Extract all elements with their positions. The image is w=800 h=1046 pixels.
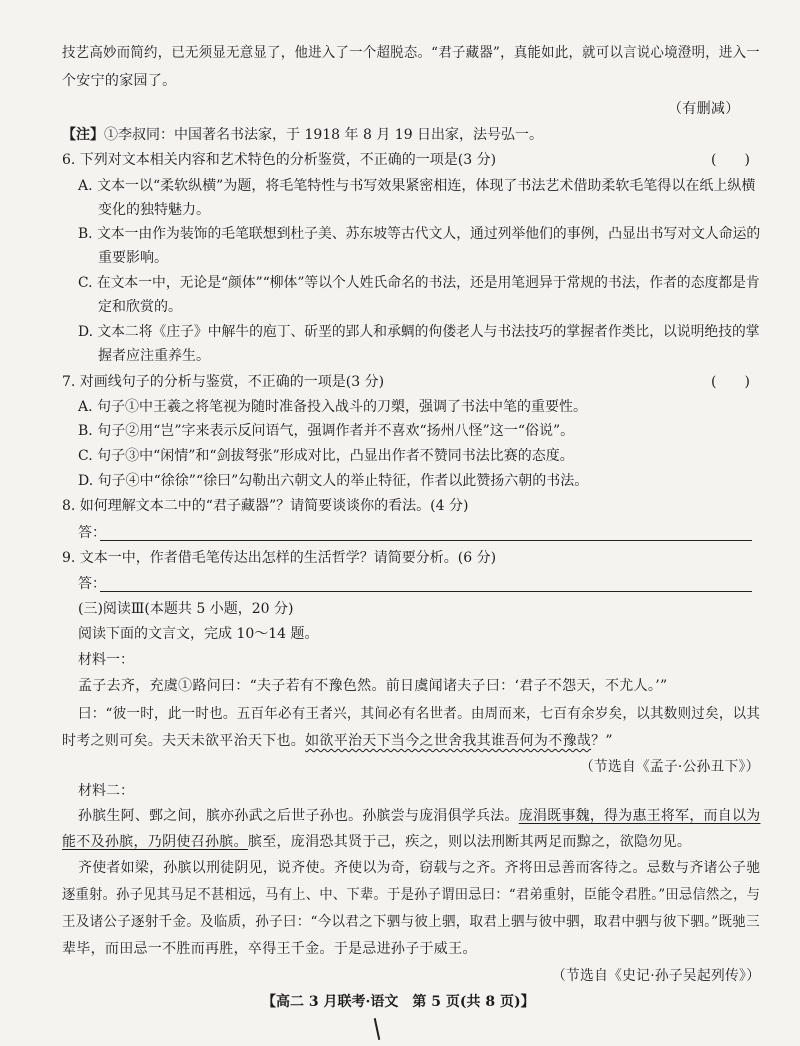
material2-underlined-a: 庞涓既事魏，得为惠王将军，而自以为 [518,808,761,824]
q6-stem: 6. 下列对文本相关内容和艺术特色的分析鉴赏，不正确的一项是(3 分) [62,152,497,168]
q8-answer-line[interactable] [100,540,752,541]
page-footer: 【高二 3 月联考·语文 第 5 页(共 8 页)】 [262,994,535,1010]
material2-para1-line-1 [78,806,760,826]
material2-para2-line-1: 齐使者如梁，孙膑以刑徒阴见，说齐使。齐使以为奇，窃载与之齐。齐将田忌善而客待之。忌数与齐诸公子驰 [78,860,761,876]
q7-option-b: B. 句子②用“岂”字来表示反问语气，强调作者并不喜欢“扬州八怪”这一“俗说”。 [78,423,575,439]
q6-option-b-line-2: 重要影响。 [98,250,168,266]
q6-answer-blank: ( ) [711,152,750,168]
q7-option-c: C. 句子③中“闲情”和“剑拔弩张”形成对比，凸显出作者不赞同书法比赛的态度。 [78,448,574,464]
material1-para2-end: ？” [591,733,613,749]
q7-answer-blank: ( ) [711,374,750,390]
q7-option-a: A. 句子①中王羲之将笔视为随时准备投入战斗的刀槊，强调了书法中笔的重要性。 [78,399,588,415]
material2-para2-line-4: 辈毕，而田忌一不胜而再胜，卒得王千金。于是忌进孙子于威王。 [62,941,477,957]
text1-source: （有删减） [668,101,740,117]
q6-option-d-line-2: 握者应注重养生。 [98,348,210,364]
q7-stem: 7. 对画线句子的分析与鉴赏，不正确的一项是(3 分) [62,374,385,390]
material1-para1: 孟子去齐，充虞①路问曰：“夫子若有不豫色然。前日虞闻诸夫子曰：‘君子不怨天，不尤人。’” [78,678,668,694]
section3-instruction: 阅读下面的文言文，完成 10～14 题。 [78,626,319,642]
q6-option-b-line-1: B. 文本一由作为装饰的毛笔联想到杜子美、苏东坡等古代文人，通过列举他们的事例，凸显出书写对文人命运的 [78,226,761,242]
material1-para2-line-1: 曰：“彼一时，此一时也。五百年必有王者兴，其间必有名世者。由周而来，七百有余岁矣，以其数则过矣，以其 [78,706,761,722]
material2-source: （节选自《史记·孙子吴起列传》） [552,968,761,984]
material2-para1-plain-a: 孙膑生阿、鄄之间，膑亦孙武之后世子孙也。孙膑尝与庞涓俱学兵法。 [78,808,519,824]
material2-label: 材料二： [78,783,134,799]
q8-answer-label: 答： [78,525,106,541]
q6-option-a-line-1: A. 文本一以“柔软纵横”为题，将毛笔特性与书写效果紧密相连，体现了书法艺术借助柔软毛笔得以在纸上纵横 [78,178,756,194]
material1-wavy-sentence: 如欲平治天下当今之世舍我其谁吾何为不豫哉 [305,733,592,749]
q7-option-d: D. 句子④中“徐徐”“徐曰”勾勒出六朝文人的举止特征，作者以此赞扬六朝的书法。 [78,473,589,489]
section3-title: (三)阅读Ⅲ(本题共 5 小题，20 分) [78,601,294,617]
material1-label: 材料一： [78,652,134,668]
q8-stem: 8. 如何理解文本二中的“君子藏器”？请简要谈谈你的看法。(4 分) [62,498,469,514]
q6-option-c-line-2: 定和欣赏的。 [98,299,182,315]
text1-line-1: 技艺高妙而简约，已无须显无意显了，他进入了一个超脱态。“君子藏器”，真能如此，就可以言说心境澄明，进入一 [62,45,760,61]
q6-option-c-line-1: C. 在文本一中，无论是“颜体”“柳体”等以个人姓氏命名的书法，还是用笔迥异于常规的书法，作者的态度都是肯 [78,275,760,291]
pen-mark [374,1018,381,1040]
q6-option-d-line-1: D. 文本二将《庄子》中解牛的庖丁、斫垩的郢人和承蜩的佝偻老人与书法技巧的掌握者作类比，以说明绝技的掌 [78,324,760,340]
material1-para2-line-2 [62,731,613,751]
material2-para1-line-2 [62,832,691,852]
q9-stem: 9. 文本一中，作者借毛笔传达出怎样的生活哲学？请简要分析。(6 分) [62,550,497,566]
note-text: ①李叔同：中国著名书法家，于 1918 年 8 月 19 日出家，法号弘一。 [104,127,544,143]
material2-para1-plain-b: 膑至，庞涓恐其贤于己，疾之，则以法刑断其两足而黥之，欲隐勿见。 [247,834,692,850]
q9-answer-line[interactable] [100,591,752,592]
material2-para2-line-2: 逐重射。孙子见其马足不甚相远，马有上、中、下辈。于是孙子谓田忌曰：“君弟重射，臣能令君胜。”田忌信然之，与 [62,887,761,903]
q6-option-a-line-2: 变化的独特魅力。 [98,202,210,218]
material1-source: （节选自《孟子·公孙丑下》） [580,759,760,775]
q9-answer-label: 答： [78,576,106,592]
material2-underlined-b: 能不及孙膑，乃阴使召孙膑。 [62,834,248,850]
material2-para2-line-3: 王及诸公子逐射千金。及临质，孙子曰：“今以君之下驷与彼上驷，取君上驷与彼中驷，取君中驷与彼下驷。”既驰三 [62,914,760,930]
note [62,125,543,145]
material1-para2-plain: 时考之则可矣。夫天未欲平治天下也。 [62,733,306,749]
note-label: 【注】 [62,127,104,143]
text1-line-2: 个安宁的家园了。 [62,73,177,89]
